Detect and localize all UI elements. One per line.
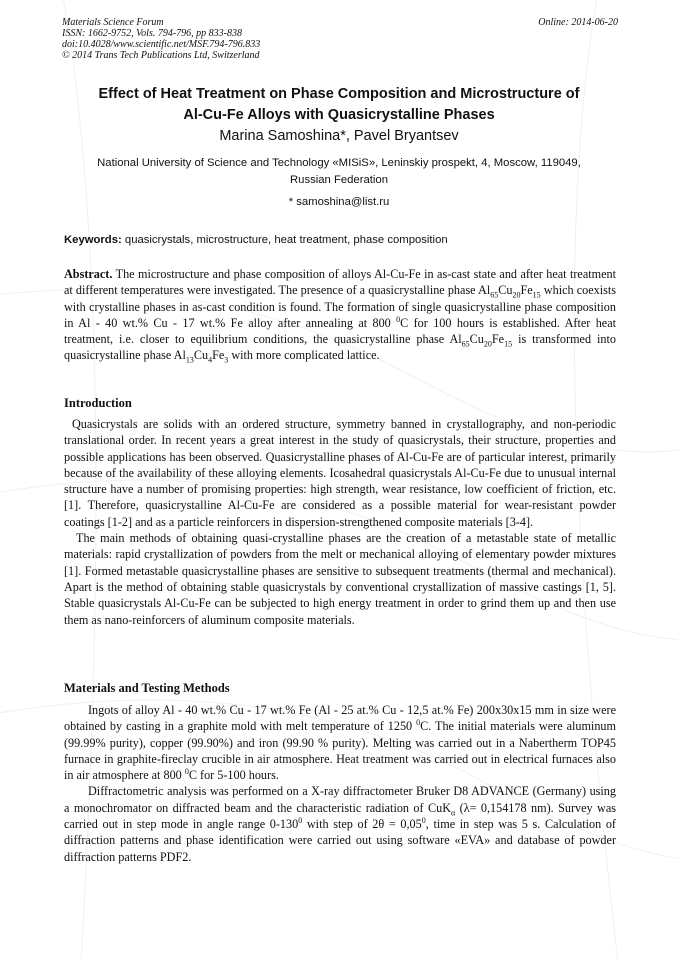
introduction-section bbox=[64, 416, 616, 628]
paper-title bbox=[60, 84, 618, 126]
abstract-label: Abstract. bbox=[64, 267, 113, 281]
methods-text: Ingots of alloy Al - 40 wt.% Cu - 17 wt.% Fe (Al - 25 at.% Cu - 12,5 at.% Fe) 200x30x15 mm in size were obtained by casting in a graphite mold with melt temperature of 1250 bbox=[64, 703, 616, 734]
keywords-label: Keywords: bbox=[64, 234, 122, 246]
methods-paragraph-1 bbox=[64, 702, 616, 783]
doi-line: doi:10.4028/www.scientific.net/MSF.794-796.833 bbox=[62, 39, 261, 50]
affiliation-line-1: National University of Science and Technology «MISiS», Leninskiy prospekt, 4, Moscow, 119049, bbox=[97, 157, 581, 169]
online-date: Online: 2014-06-20 bbox=[538, 17, 618, 28]
abstract-text: Cu bbox=[498, 283, 513, 298]
subscript: 4 bbox=[208, 355, 213, 365]
abstract-text: The microstructure and phase composition of alloys Al-Cu-Fe in as-cast state and after heat treatment at different temperatures were investigated. The presence of a quasicrystalline phase Al bbox=[64, 267, 616, 298]
affiliation bbox=[64, 155, 614, 189]
methods-text: C for 5-100 hours. bbox=[188, 768, 279, 783]
abstract-text: Fe bbox=[491, 332, 505, 347]
methods-text: Diffractometric analysis was performed on a X-ray diffractometer Bruker D8 ADVANCE (Germany) using a monochromator on diffracted beam and the characteristic radiation of CuK bbox=[64, 784, 616, 815]
superscript: 0 bbox=[421, 816, 426, 826]
abstract-text: Cu bbox=[193, 348, 209, 363]
methods-text: C. The initial materials were aluminum (99.99% purity), copper (99.90%) and iron (99.90 % purity). Melting was carried out in a Nabertherm TOP45 furnace in graphite-fireclay crucible in air atmosphere. Heat treatment was carried out in electrical furnaces also in air atmosphere at 800 bbox=[64, 719, 616, 783]
subscript: α bbox=[451, 808, 456, 818]
methods-text: (λ= 0,154178 nm). Survey was carried out in step mode in angle range 0-130 bbox=[64, 800, 616, 832]
intro-paragraph-2: The main methods of obtaining quasi-crystalline phases are the creation of a metastable state of metallic materials: rapid crystallization of powders from the melt or mechanical alloying of elementary powder mixtures [1]. Formed metastable quasicrystalline phases are sensitive to subsequent treatments (thermal and mechanical). Apart is the method of obtaining stable quasicrystals by conventional crystallization of massive castings [1, 5]. Stable quasicrystals Al-Cu-Fe can be subjected to high energy treatment in order to grind them up and then use them as nano-reinforcers of aluminum composite materials. bbox=[64, 531, 616, 627]
subscript: 65 bbox=[490, 290, 499, 300]
subscript: 15 bbox=[532, 290, 541, 300]
subscript: 15 bbox=[504, 339, 513, 349]
title-line-1: Effect of Heat Treatment on Phase Composition and Microstructure of bbox=[98, 86, 580, 102]
abstract-text: is transformed into quasicrystalline phase Al bbox=[64, 332, 616, 363]
methods-paragraph-2 bbox=[64, 783, 616, 864]
abstract-text: Cu bbox=[469, 332, 484, 347]
subscript: 20 bbox=[512, 290, 521, 300]
methods-text: , time in step was 5 s. Calculation of diffraction patterns and phase identification were carried out using software «EVA» and database of powder diffraction patterns PDF2. bbox=[64, 817, 616, 864]
keywords bbox=[64, 234, 616, 246]
abstract-text: which coexists with crystalline phases in as-cast condition is found. The formation of single quasicrystalline phase composition in Al - 40 wt.% Cu - 17 wt.% Fe alloy after annealing at 800 bbox=[64, 283, 616, 330]
abstract-text: with more complicated lattice. bbox=[228, 348, 380, 363]
abstract-text: Fe bbox=[520, 283, 533, 298]
section-heading-methods: Materials and Testing Methods bbox=[64, 681, 230, 695]
issn-line: ISSN: 1662-9752, Vols. 794-796, pp 833-838 bbox=[62, 28, 242, 39]
superscript: 0 bbox=[298, 816, 303, 826]
author-email: * samoshina@list.ru bbox=[288, 196, 390, 208]
subscript: 20 bbox=[483, 339, 492, 349]
superscript: 0 bbox=[184, 767, 189, 777]
subscript: 13 bbox=[185, 355, 194, 365]
subscript: 3 bbox=[224, 355, 229, 365]
abstract-text: Fe bbox=[212, 348, 225, 363]
journal-header bbox=[62, 17, 618, 61]
authors: Marina Samoshina*, Pavel Bryantsev bbox=[219, 128, 459, 144]
superscript: 0 bbox=[396, 314, 401, 324]
superscript: 0 bbox=[416, 718, 421, 728]
intro-paragraph-1: Quasicrystals are solids with an ordered structure, symmetry banned in crystallography, and non-periodic translational order. In recent years a great interest in the study of quasicrystals, their structure, properties and possible applications has been observed. Quasicrystalline phases of Al-Cu-Fe are of particular interest, primarily because of the availability of these alloying elements. Icosahedral quasicrystals Al-Cu-Fe due to unusual internal structure have a number of promising properties: high strength, wear resistance, low coefficient of friction, etc. [1]. Therefore, quasicrystalline Al-Cu-Fe are considered as a possible material for wear-resistant powder coatings [1-2] and as a particle reinforcers in dispersion-strengthened composite materials [3-4]. bbox=[64, 417, 616, 529]
affiliation-line-2: Russian Federation bbox=[290, 174, 388, 186]
abstract-text: C for 100 hours is established. After heat treatment, i.e. closer to equilibrium conditions, the quasicrystalline phase Al bbox=[64, 315, 616, 347]
copyright-line: © 2014 Trans Tech Publications Ltd, Switzerland bbox=[62, 50, 260, 61]
methods-text: with step of 2θ = 0,05 bbox=[302, 817, 422, 832]
abstract bbox=[64, 266, 616, 364]
methods-section bbox=[64, 702, 616, 865]
subscript: 65 bbox=[461, 339, 470, 349]
keywords-list: quasicrystals, microstructure, heat treatment, phase composition bbox=[124, 234, 448, 246]
title-line-2: Al-Cu-Fe Alloys with Quasicrystalline Phases bbox=[183, 107, 495, 123]
section-heading-introduction: Introduction bbox=[64, 396, 132, 410]
journal-name: Materials Science Forum bbox=[62, 17, 164, 28]
